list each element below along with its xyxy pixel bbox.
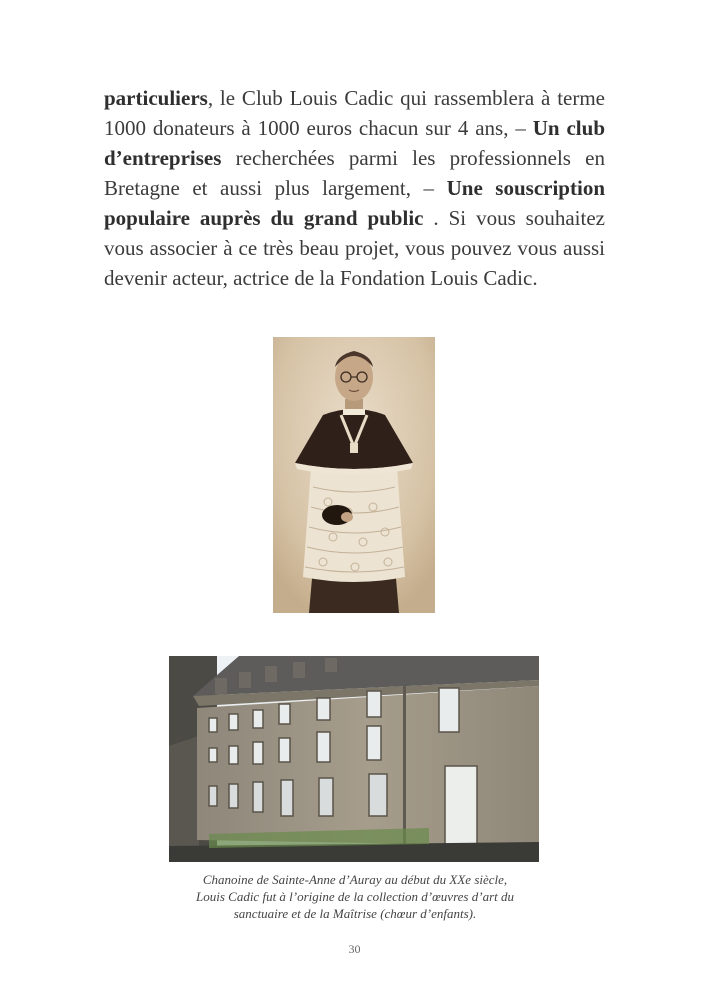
- caption-line-3: sanctuaire et de la Maîtrise (chœur d’enfants).: [233, 906, 477, 921]
- photo-caption: [160, 871, 550, 922]
- bold-particuliers: particuliers: [104, 86, 208, 110]
- caption-line-1: Chanoine de Sainte-Anne d’Auray au début du XXe siècle,: [202, 872, 508, 887]
- text-club-louis-cadic: , le Club Louis Cadic qui rassemblera à terme 1000 donateurs à 1000 euros chacun sur 4 ans, –: [104, 86, 605, 140]
- portrait-photo: [273, 337, 435, 613]
- bold-souscription: Une souscription populaire auprès du grand public: [104, 176, 605, 230]
- bold-club-entreprises: Un club d’entreprises: [104, 116, 606, 170]
- text-professionnels: recherchées parmi les professionnels en Bretagne et aussi plus largement, –: [104, 146, 605, 200]
- page-number: 30: [348, 942, 361, 956]
- text-fondation: . Si vous souhaitez vous associer à ce très beau projet, vous pouvez vous aussi devenir acteur, actrice de la Fondation Louis Cadic.: [104, 206, 605, 290]
- body-paragraph: [104, 83, 605, 293]
- caption-line-2: Louis Cadic fut à l’origine de la collection d’œuvres d’art du: [196, 889, 514, 904]
- building-photo: [169, 656, 539, 862]
